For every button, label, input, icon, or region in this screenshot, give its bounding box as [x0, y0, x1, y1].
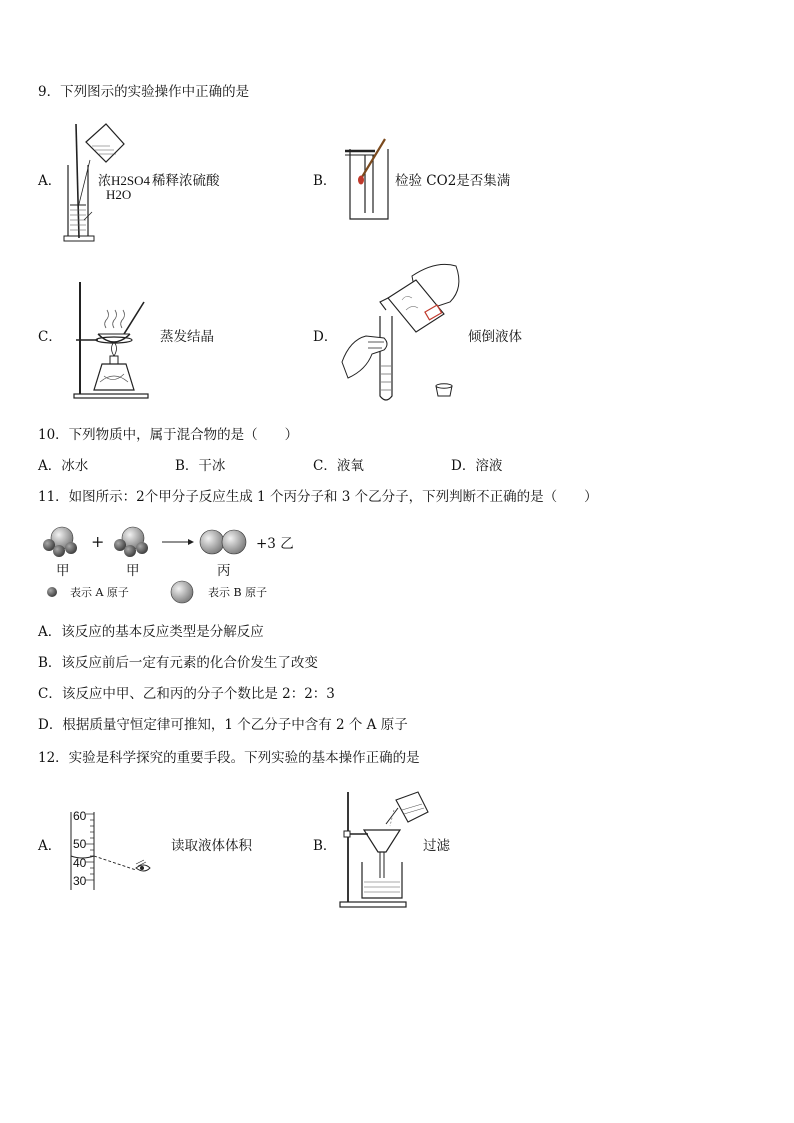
q11-legend-b: 表示 B 原子 — [208, 586, 268, 599]
q10-option-c: C．液氧 — [313, 458, 364, 474]
q11-label-jia-2: 甲 — [126, 563, 140, 579]
tick-label-60: 60 — [73, 809, 87, 823]
q9-option-d-letter: D． — [313, 329, 338, 345]
atom-a-legend-icon — [47, 587, 57, 597]
acid-formula: H2SO4 — [111, 173, 151, 188]
q9-option-a-water-label: H2O — [106, 187, 132, 202]
q9-option-c-letter: C． — [38, 329, 62, 345]
q11-option-b: B．该反应前后一定有元素的化合价发生了改变 — [38, 655, 318, 671]
q11-option-d: D．根据质量守恒定律可推知，1 个乙分子中含有 2 个 A 原子 — [38, 717, 408, 733]
jia-molecule-2 — [114, 527, 148, 557]
q10-option-a: A．冰水 — [38, 458, 89, 474]
tick-label-50: 50 — [73, 837, 87, 851]
jia-molecule-1 — [43, 527, 77, 557]
q11-plus: + — [91, 532, 105, 551]
pour-liquid-figure — [340, 258, 466, 408]
q9-option-a-caption: 稀释浓硫酸 — [152, 173, 220, 189]
q11-label-bing: 丙 — [217, 563, 231, 579]
q9-option-b-letter: B． — [313, 173, 337, 189]
bing-molecule — [200, 530, 246, 554]
q12-option-b-caption: 过滤 — [423, 838, 450, 854]
acid-prefix: 浓 — [98, 174, 112, 189]
evaporation-figure — [72, 278, 154, 400]
q11-stem: 11．如图所示：2个甲分子反应生成 1 个丙分子和 3 个乙分子，下列判断不正确的是（ ） — [38, 489, 598, 505]
q10-option-b: B．干冰 — [175, 458, 226, 474]
q12-stem: 12．实验是科学探究的重要手段。下列实验的基本操作正确的是 — [38, 750, 420, 766]
q9-option-d-caption: 倾倒液体 — [468, 329, 522, 345]
q11-plus3-yi: +3 乙 — [256, 536, 294, 552]
q9-option-c-caption: 蒸发结晶 — [160, 329, 214, 345]
tick-label-40: 40 — [73, 856, 87, 870]
q11-legend-a: 表示 A 原子 — [70, 586, 129, 599]
q12-option-a-letter: A． — [38, 838, 62, 854]
q9-option-b-caption: 检验 CO2是否集满 — [395, 173, 511, 189]
atom-b-legend-icon — [171, 581, 193, 603]
q12-option-a-caption: 读取液体体积 — [171, 838, 252, 854]
q9-option-a-letter: A． — [38, 173, 62, 189]
q10-option-d: D．溶液 — [451, 458, 503, 474]
tick-label-30: 30 — [73, 874, 87, 888]
co2-test-figure — [343, 137, 395, 222]
q10-stem: 10．下列物质中，属于混合物的是（ ） — [38, 427, 299, 443]
q11-label-jia-1: 甲 — [56, 563, 70, 579]
q11-option-a: A．该反应的基本反应类型是分解反应 — [38, 624, 264, 640]
q11-option-c: C．该反应中甲、乙和丙的分子个数比是 2：2：3 — [38, 686, 335, 702]
filtration-figure — [338, 786, 430, 910]
q12-option-b-letter: B． — [313, 838, 337, 854]
q9-stem: 9．下列图示的实验操作中正确的是 — [38, 84, 250, 100]
